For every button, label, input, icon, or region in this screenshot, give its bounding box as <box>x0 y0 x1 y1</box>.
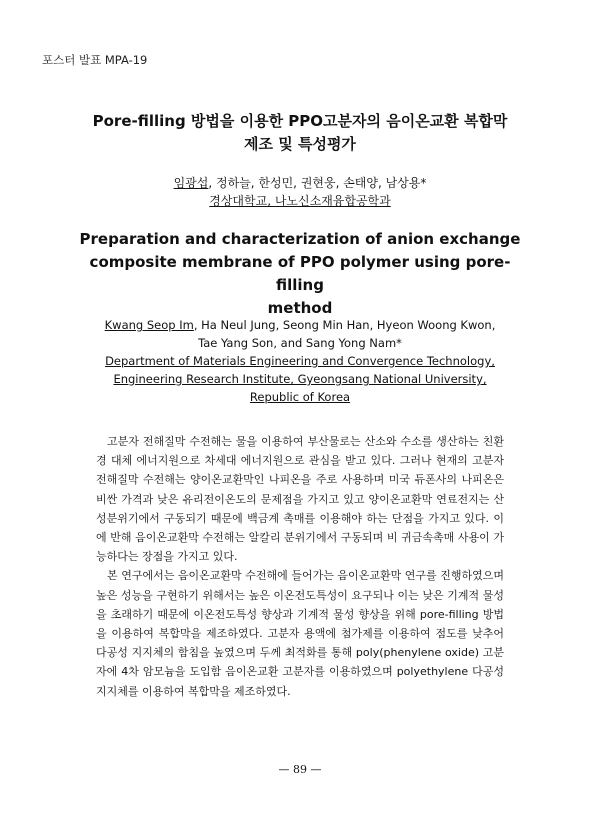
coauthors-ko: , 정하늘, 한성민, 권현웅, 손태양, 남상용* <box>208 176 427 190</box>
abstract <box>96 432 504 701</box>
english-title-line-2: composite membrane of PPO polymer using pore-filling <box>89 253 511 294</box>
page-number: — 89 — <box>278 763 322 776</box>
english-affiliation-line-1: Department of Materials Engineering and Convergence Technology, <box>105 354 495 368</box>
abstract-paragraph-1: 고분자 전해질막 수전해는 물을 이용하여 부산물로는 산소와 수소를 생산하는 친환경 대체 에너지원으로 차세대 에너지원으로 관심을 받고 있다. 그러나 현재의 고분자 전해질막 수전해는 양이온교환막인 나피온을 주로 사용하며 미국 듀폰사의 나피온은 비싼 가격과 낮은 유리전이온도의 문제점을 가지고 있고 양이온교환막 연료전지는 산성분위기에서 구동되기 때문에 백금계 촉매를 이용해야 하는 단점을 가지고 있다. 이에 반해 음이온교환막 수전해는 알칼리 분위기에서 구동되며 비 귀금속촉매 사용이 가능하다는 장점을 가지고 있다. <box>96 435 504 564</box>
presenting-author-ko: 임광섭 <box>173 176 209 190</box>
korean-authors <box>60 174 540 192</box>
abstract-paragraph-2: 본 연구에서는 음이온교환막 수전해에 들어가는 음이온교환막 연구를 진행하였으며 높은 성능을 구현하기 위해서는 높은 이온전도특성이 요구되나 이는 낮은 기계적 물성을 초래하기 때문에 이온전도특성 향상과 기계적 물성 향상을 위해 pore-filling 방법을 이용하여 복합막을 제조하였다. 고분자 용액에 첨가제를 이용하여 점도를 낮추어 다공성 지지체의 함침을 높였으며 두께 최적화를 통해 poly(phenylene oxide) 고분자에 4차 암모늄을 도입함 음이온교환 고분자를 이용하였으며 polyethylene 다공성 지지체를 이용하여 복합막을 제조하였다. <box>96 569 504 698</box>
korean-authors-block <box>60 174 540 210</box>
english-affiliation-line-2: Engineering Research Institute, Gyeongsang National University, <box>113 372 487 386</box>
presenting-author-en: Kwang Seop Im <box>104 318 194 332</box>
coauthors-en-1: , Ha Neul Jung, Seong Min Han, Hyeon Woong Kwon, <box>193 318 496 332</box>
english-title-line-1: Preparation and characterization of anion exchange <box>79 230 521 248</box>
english-affiliation-line-3: Republic of Korea <box>249 390 351 404</box>
english-authors-line-2: Tae Yang Son, and Sang Yong Nam* <box>198 336 402 350</box>
english-authors-line-1 <box>60 316 540 334</box>
english-title-line-3: method <box>267 299 333 317</box>
korean-title-line-2: 제조 및 특성평가 <box>244 135 356 153</box>
korean-title <box>60 110 540 156</box>
english-title <box>70 228 530 320</box>
korean-title-line-1: Pore-filling 방법을 이용한 PPO고분자의 음이온교환 복합막 <box>92 112 508 130</box>
korean-affiliation: 경상대학교, 나노신소재융합공학과 <box>209 194 391 208</box>
english-authors-block <box>60 316 540 406</box>
session-label: 포스터 발표 MPA-19 <box>42 53 148 67</box>
